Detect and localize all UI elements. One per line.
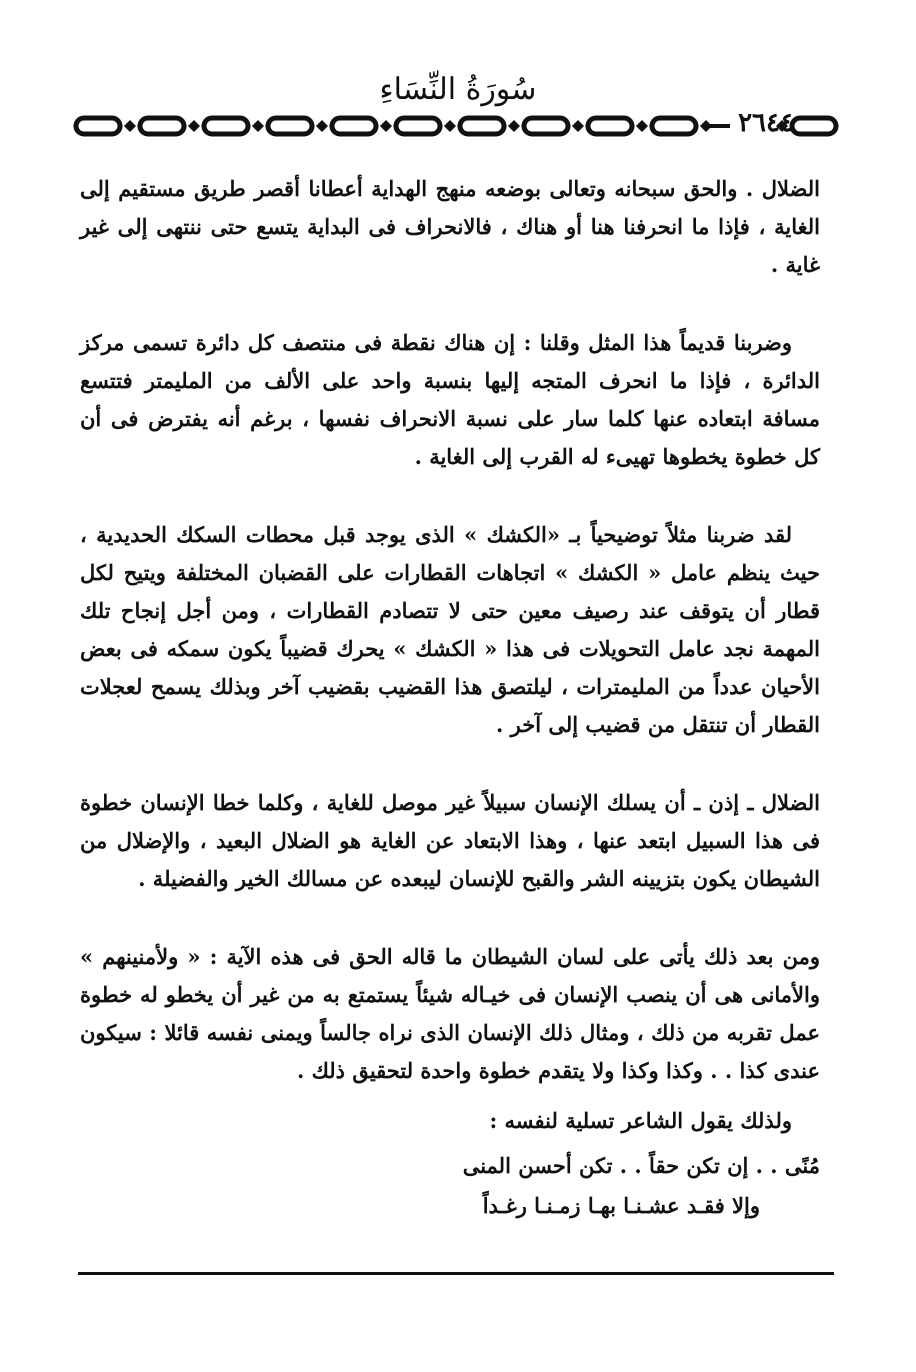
poem-line-2: وإلا فقـد عشـنـا بهـا زمـنـا رغـداً [482,1193,760,1218]
ornamental-border [70,113,840,139]
surah-title: سُورَةُ النِّسَاءِ [379,72,537,107]
poem [80,1146,820,1226]
footer-rule [78,1272,834,1275]
paragraph-3: لقد ضربنا مثلاً توضيحياً بـ «الكشك » الذى يوجد قبل محطات السكك الحديدية ، حيث ينظم عامل « الكشك » اتجاهات القطارات على القضبان المختلفة ويتيح لكل قطار أن يتوقف عند رصيف معين حتى لا تتصادم القطارات ، ومن أجل إنجاح تلك المهمة نجد عامل التحويلات فى هذا « الكشك » يحرك قضيباً يكون سمكه فى بعض الأحيان عدداً من المليمترات ، ليلتصق هذا القضيب بقضيب آخر وبذلك يسمح لعجلات القطار أن تنتقل من قضيب إلى آخر . [80,522,820,737]
paragraph-5: ومن بعد ذلك يأتى على لسان الشيطان ما قاله الحق فى هذه الآية : « ولأمنينهم » والأمانى هى أن ينصب الإنسان فى خيـاله شيئاً يستمتع به من غير أن يخطو له خطوة عمل تقربه من ذلك ، ومثال ذلك الإنسان الذى نراه جالساً ويمنى نفسه قائلا : سيكون عندى كذا . . وكذا وكذا ولا يتقدم خطوة واحدة لتحقيق ذلك . [80,944,820,1083]
paragraph-2: وضربنا قديماً هذا المثل وقلنا : إن هناك نقطة فى منتصف كل دائرة تسمى مركز الدائرة ، فإذا ما انحرف المتجه إليها بنسبة واحد على الألف من المليمتر فتتسع مسافة ابتعاده عنها كلما سار على نسبة الانحراف نفسها ، برغم أنه يفترض فى أن كل خطوة يخطوها تهيىء له القرب إلى الغاية . [80,330,820,469]
paragraph-4: الضلال ـ إذن ـ أن يسلك الإنسان سبيلاً غير موصل للغاية ، وكلما خطا الإنسان خطوة فى هذا السبيل ابتعد عنها ، وهذا الابتعاد عن الغاية هو الضلال البعيد ، والإضلال من الشيطان يكون بتزيينه الشر والقبح للإنسان ليبعده عن مسالك الخير والفضيلة . [80,790,820,891]
body-text [80,170,820,1226]
page-number: ٢٦٤٤ [738,108,794,138]
poem-line-1: مُنًى . . إن تكن حقاً . . تكن أحسن المنى [462,1153,820,1178]
paragraph-1: الضلال . والحق سبحانه وتعالى بوضعه منهج الهداية أعطانا أقصر طريق مستقيم إلى الغاية ، فإذا ما انحرفنا هنا أو هناك ، فالانحراف فى البداية يتسع حتى ننتهى إلى غير غاية . [80,176,820,277]
paragraph-6: ولذلك يقول الشاعر تسلية لنفسه : [489,1108,792,1133]
